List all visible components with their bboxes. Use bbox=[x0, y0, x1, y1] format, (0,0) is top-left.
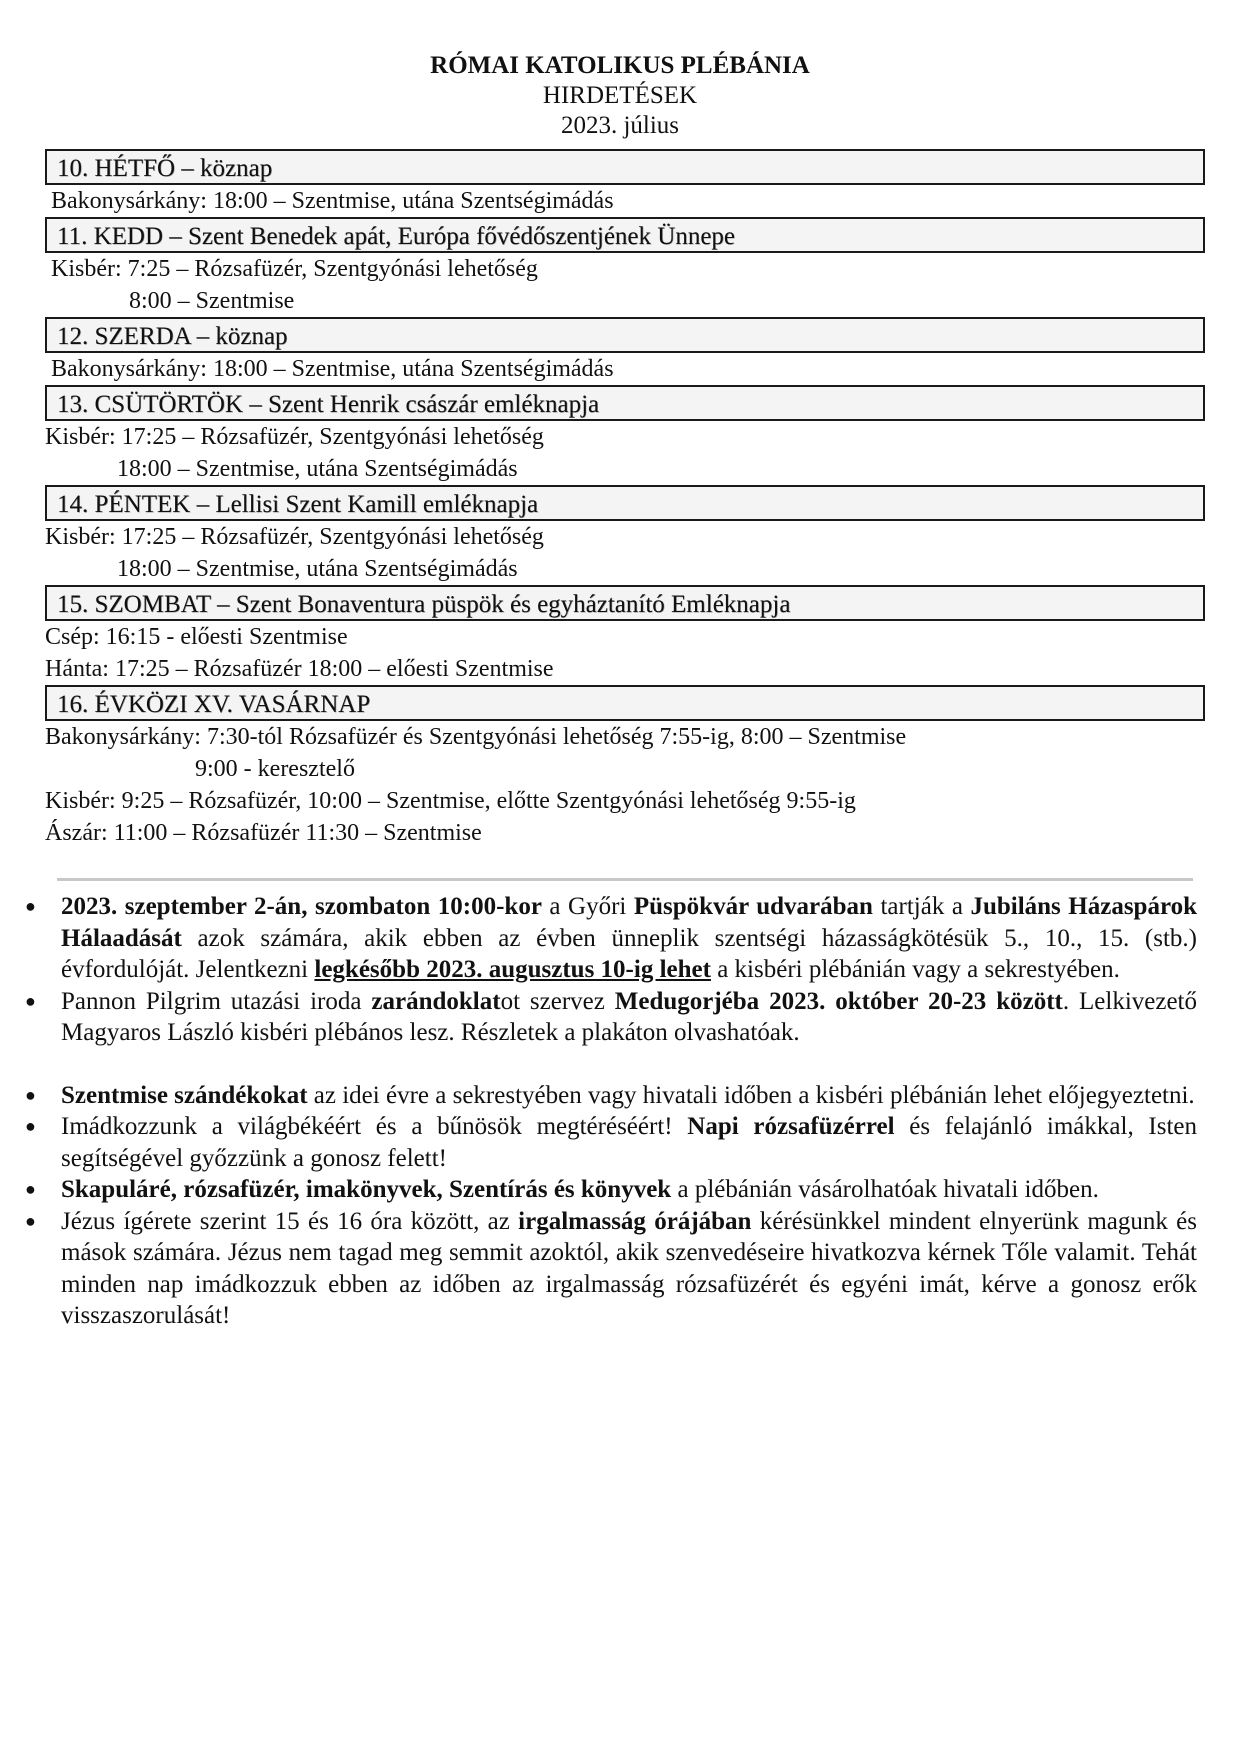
schedule-line: Csép: 16:15 - előesti Szentmise bbox=[45, 624, 348, 650]
notice-text-segment: a Győri bbox=[541, 893, 634, 920]
notice-item bbox=[22, 1080, 1197, 1112]
schedule-line: 18:00 – Szentmise, utána Szentségimádás bbox=[45, 556, 518, 582]
notice-item bbox=[22, 1206, 1197, 1332]
notice-text bbox=[61, 986, 1197, 1049]
notices-list bbox=[22, 891, 1197, 1332]
notice-text-segment: az idei évre a sekrestyében vagy hivatali időben a kisbéri plébánián lehet előjegyeztetni. bbox=[307, 1081, 1195, 1109]
notice-text bbox=[61, 891, 1197, 986]
day-heading: 10. HÉTFŐ – köznap bbox=[45, 149, 1205, 185]
notice-text-segment: 2023. szeptember 2-án, szombaton 10:00-kor bbox=[61, 893, 542, 920]
notice-text-segment: Skapuláré, rózsafüzér, imakönyvek, Szentírás és könyvek bbox=[61, 1176, 672, 1203]
notice-text-segment: Jubiláns Házaspárok Hálaadását bbox=[61, 893, 1198, 952]
notice-text bbox=[61, 1206, 1197, 1332]
notice-text-segment: azok számára, akik ebben az évben ünneplik szentségi házasságkötésük 5., 10., 15. (stb.) évfordulóját. Jelentkezni bbox=[61, 924, 1197, 983]
notice-text-segment: Püspökvár udvarában bbox=[633, 893, 873, 920]
notice-text-segment: tartják a bbox=[872, 893, 971, 920]
bullet-icon: ● bbox=[25, 1210, 36, 1231]
notice-text bbox=[61, 1111, 1197, 1174]
bullet-icon: ● bbox=[25, 1179, 36, 1199]
notice-text-segment: Napi rózsafüzérrel bbox=[687, 1113, 895, 1140]
schedule-line: Ászár: 11:00 – Rózsafüzér 11:30 – Szentmise bbox=[45, 820, 482, 846]
notice-item bbox=[22, 1174, 1197, 1206]
day-heading: 11. KEDD – Szent Benedek apát, Európa fővédőszentjének Ünnepe bbox=[45, 217, 1205, 253]
schedule-line: Kisbér: 17:25 – Rózsafüzér, Szentgyónási lehetőség bbox=[45, 524, 544, 550]
notice-text-segment: és felajánló imákkal, Isten segítségével győzzünk a gonosz felett! bbox=[61, 1113, 1197, 1172]
notice-item bbox=[22, 1111, 1197, 1174]
notice-text-segment: Jézus ígérete szerint 15 és 16 óra között, az bbox=[61, 1207, 519, 1235]
notice-text-segment: irgalmasság órájában bbox=[518, 1207, 752, 1235]
document-subtitle: HIRDETÉSEK bbox=[542, 82, 698, 109]
day-heading: 15. SZOMBAT – Szent Bonaventura püspök és egyháztanító Emléknapja bbox=[45, 585, 1205, 621]
day-heading: 14. PÉNTEK – Lellisi Szent Kamill emléknapja bbox=[45, 485, 1205, 521]
notice-text-segment: zarándoklat bbox=[371, 987, 501, 1015]
notice-text-segment: kérésünkkel mindent elnyerünk magunk és mások számára. Jézus nem tagad meg semmit azoktól, akik szenvedéseire hivatkozva kérnek Tőle valamit. Tehát minden nap imádkozzuk ebben az időben az irgalmasság rózsafüzérét és egyéni imát, kérve a gonosz erők visszaszorulását! bbox=[61, 1207, 1197, 1329]
bullet-icon: ● bbox=[25, 1084, 36, 1105]
schedule-line: Bakonysárkány: 18:00 – Szentmise, utána Szentségimádás bbox=[45, 356, 614, 382]
notice-text-segment: Imádkozzunk a világbékéért és a bűnösök megtéréséért! bbox=[61, 1113, 688, 1140]
schedule-line: 18:00 – Szentmise, utána Szentségimádás bbox=[45, 456, 518, 482]
parish-title: RÓMAI KATOLIKUS PLÉBÁNIA bbox=[430, 52, 810, 79]
document-header bbox=[0, 51, 1240, 141]
notice-text-segment: ot szervez bbox=[500, 987, 615, 1015]
schedule-line: 8:00 – Szentmise bbox=[45, 288, 295, 314]
schedule-line: 9:00 - keresztelő bbox=[45, 756, 355, 782]
schedule-line: Bakonysárkány: 7:30-tól Rózsafüzér és Szentgyónási lehetőség 7:55-ig, 8:00 – Szentmise bbox=[45, 724, 907, 750]
day-heading: 12. SZERDA – köznap bbox=[45, 317, 1205, 353]
section-divider bbox=[57, 878, 1193, 881]
schedule-line: Kisbér: 9:25 – Rózsafüzér, 10:00 – Szentmise, előtte Szentgyónási lehetőség 9:55-ig bbox=[45, 788, 856, 814]
notice-text-segment: legkésőbb 2023. augusztus 10-ig lehet bbox=[314, 956, 711, 983]
notice-text-segment: Pannon Pilgrim utazási iroda bbox=[61, 987, 372, 1015]
document-month: 2023. július bbox=[560, 112, 680, 139]
schedule-line: Kisbér: 17:25 – Rózsafüzér, Szentgyónási lehetőség bbox=[45, 424, 544, 450]
notice-item bbox=[22, 986, 1197, 1049]
notice-item bbox=[22, 891, 1197, 986]
notice-text-segment: . Lelkivezető Magyaros László kisbéri plébános lesz. Részletek a plakáton olvashatóak. bbox=[61, 987, 1197, 1046]
day-heading: 13. CSÜTÖRTÖK – Szent Henrik császár emléknapja bbox=[45, 385, 1205, 421]
notice-text bbox=[61, 1080, 1197, 1112]
notice-text-segment: a plébánián vásárolhatóak hivatali időben. bbox=[671, 1176, 1099, 1203]
notice-text-segment: Szentmise szándékokat bbox=[61, 1081, 308, 1109]
notice-text-segment: Medugorjéba 2023. október 20-23 között bbox=[614, 987, 1063, 1015]
notice-text-segment: a kisbéri plébánián vagy a sekrestyében. bbox=[710, 956, 1120, 983]
weekly-schedule bbox=[45, 149, 1205, 849]
day-heading: 16. ÉVKÖZI XV. VASÁRNAP bbox=[45, 685, 1205, 721]
notice-text bbox=[61, 1174, 1197, 1206]
schedule-line: Hánta: 17:25 – Rózsafüzér 18:00 – előesti Szentmise bbox=[45, 656, 554, 682]
schedule-line: Bakonysárkány: 18:00 – Szentmise, utána Szentségimádás bbox=[45, 188, 614, 214]
bullet-icon: ● bbox=[25, 896, 36, 916]
bullet-icon: ● bbox=[25, 990, 36, 1011]
schedule-line: Kisbér: 7:25 – Rózsafüzér, Szentgyónási lehetőség bbox=[45, 256, 538, 282]
bullet-icon: ● bbox=[25, 1116, 36, 1136]
